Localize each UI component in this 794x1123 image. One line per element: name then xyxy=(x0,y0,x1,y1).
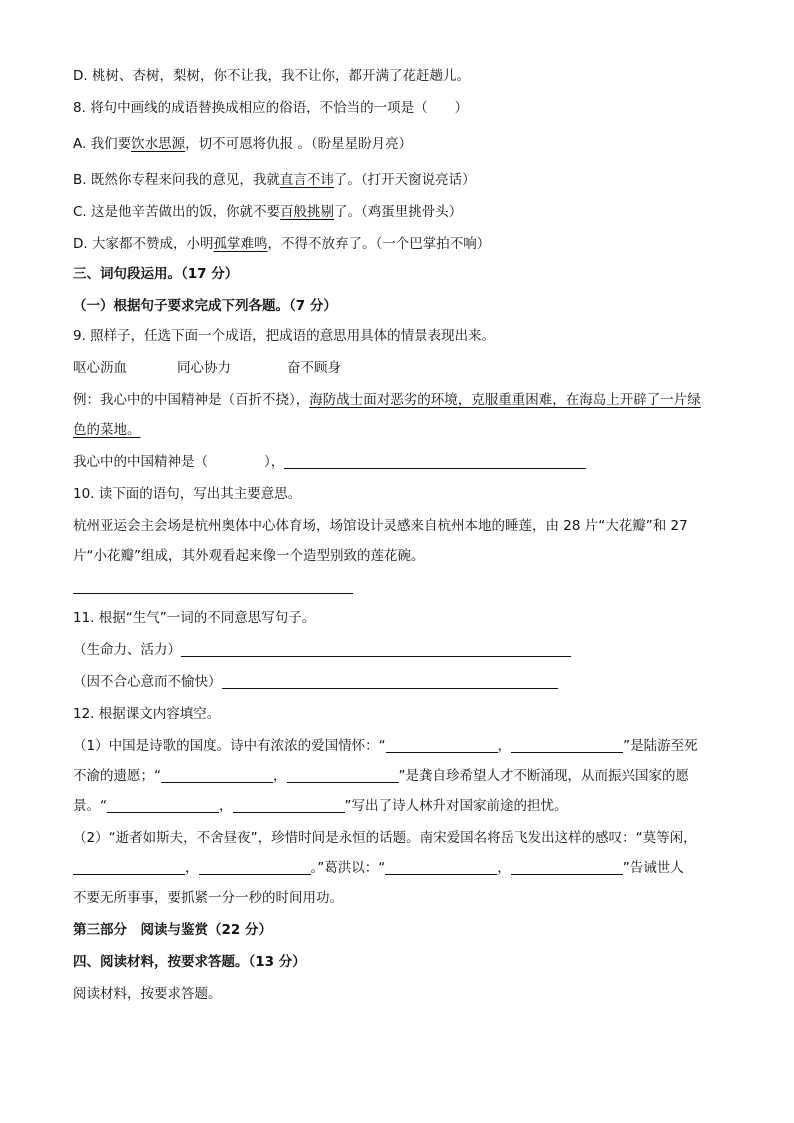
answer-blank[interactable] xyxy=(73,860,185,875)
answer-blank[interactable] xyxy=(199,860,311,875)
subsection-1-heading: （一）根据句子要求完成下列各题。（7 分） xyxy=(73,298,337,314)
question-10-stem: 10. 读下面的语句，写出其主要意思。 xyxy=(73,486,302,502)
text: 例：我心中的中国精神是（百折不挠）， xyxy=(73,392,310,408)
answer-line-11-2 xyxy=(73,672,558,692)
reading-instruction: 阅读材料，按要求答题。 xyxy=(73,986,222,1002)
text: ， xyxy=(219,798,233,814)
text: ）， xyxy=(264,454,285,470)
q12-2-line-1: （2）“逝者如斯夫，不舍昼夜”，珍惜时间是永恒的话题。南宋爱国名将岳飞发出这样的感叹：“莫等闲， xyxy=(73,830,697,846)
idiom-3: 奋不顾身 xyxy=(287,360,341,376)
text: 不渝的遗愿；“ xyxy=(73,768,161,784)
text: （1）中国是诗歌的国度。诗中有浓浓的爱国情怀：“ xyxy=(73,738,386,754)
text: ， xyxy=(497,738,512,754)
underlined-idiom: 饮水思源 xyxy=(131,136,186,152)
answer-blank[interactable] xyxy=(287,768,399,783)
idiom-list xyxy=(73,358,341,378)
text: （因不合心意而不愉快） xyxy=(73,674,222,690)
text: ”写出了诗人林升对国家前途的担忧。 xyxy=(344,798,568,814)
answer-blank[interactable] xyxy=(107,798,219,813)
idiom-2: 同心协力 xyxy=(177,360,231,376)
answer-line-9 xyxy=(73,452,586,472)
answer-blank[interactable] xyxy=(222,674,558,689)
answer-blank[interactable] xyxy=(181,642,571,657)
example-line-2 xyxy=(73,420,141,440)
text: ”是陆游至死 xyxy=(623,738,698,754)
idiom-1: 呕心沥血 xyxy=(73,360,127,376)
answer-blank[interactable] xyxy=(284,454,586,469)
option-8d xyxy=(73,234,490,254)
text: ， xyxy=(185,860,199,876)
question-12-stem: 12. 根据课文内容填空。 xyxy=(73,706,221,722)
answer-blank-10[interactable] xyxy=(73,593,353,594)
option-7d: D. 桃树、杏树，梨树，你不让我，我不让你，都开满了花赶趟儿。 xyxy=(73,68,470,84)
answer-blank[interactable] xyxy=(161,768,273,783)
q12-1-line-2 xyxy=(73,766,689,786)
underlined-example: 色的菜地。 xyxy=(73,422,141,438)
underlined-example: 海防战士面对恶劣的环境，克服重重困难，在海岛上开辟了一片绿 xyxy=(309,392,701,408)
answer-blank[interactable] xyxy=(233,798,345,813)
text: ， xyxy=(273,768,287,784)
text: ，切不可恩将仇报 。（盼星星盼月亮） xyxy=(185,136,413,152)
text: 。”葛洪以：“ xyxy=(310,860,386,876)
text: A. 我们要 xyxy=(73,136,132,152)
answer-blank[interactable] xyxy=(386,738,498,753)
q12-2-line-2 xyxy=(73,858,684,878)
text: 了。（鸡蛋里挑骨头） xyxy=(334,204,463,220)
underlined-idiom: 孤掌难鸣 xyxy=(213,236,268,252)
option-8c xyxy=(73,202,462,222)
q12-1-line-3 xyxy=(73,796,568,816)
passage-10-line-2: 片“小花瓣”组成，其外观看起来像一个造型别致的莲花碗。 xyxy=(73,548,425,564)
text: ”是龚自珍希望人才不断涌现，从而振兴国家的愿 xyxy=(398,768,689,784)
text: 景。“ xyxy=(73,798,107,814)
section-4-heading: 四、阅读材料，按要求答题。（13 分） xyxy=(73,954,306,970)
option-8b xyxy=(73,170,476,190)
text: 了。（打开天窗说亮话） xyxy=(333,172,476,188)
text: ， xyxy=(497,860,511,876)
text: ，不得不放弃了。（一个巴掌拍不响） xyxy=(267,236,491,252)
answer-blank[interactable] xyxy=(511,860,623,875)
q12-2-line-3: 不要无所事事，要抓紧一分一秒的时间用功。 xyxy=(73,890,343,906)
text: B. 既然你专程来问我的意见，我就 xyxy=(73,172,280,188)
underlined-idiom: 百般挑剔 xyxy=(280,204,335,220)
text: 我心中的中国精神是（ xyxy=(73,454,208,470)
question-9-stem: 9. 照样子，任选下面一个成语，把成语的意思用具体的情景表现出来。 xyxy=(73,328,496,344)
text: （生命力、活力） xyxy=(73,642,181,658)
example-line-1 xyxy=(73,390,701,410)
q12-1-line-1 xyxy=(73,736,698,756)
option-8a xyxy=(73,134,412,154)
answer-blank[interactable] xyxy=(511,738,623,753)
question-8-stem: 8. 将句中画线的成语替换成相应的俗语，不恰当的一项是（ ） xyxy=(73,100,469,116)
underlined-idiom: 直言不讳 xyxy=(279,172,334,188)
answer-line-11-1 xyxy=(73,640,571,660)
passage-10-line-1: 杭州亚运会主会场是杭州奥体中心体育场，场馆设计灵感来自杭州本地的睡莲，由 28 片“大花瓣”和 27 xyxy=(73,518,688,534)
answer-blank[interactable] xyxy=(385,860,497,875)
question-11-stem: 11. 根据“生气”一词的不同意思写句子。 xyxy=(73,610,316,626)
text: D. 大家都不赞成，小明 xyxy=(73,236,214,252)
section-3-heading: 三、词句段运用。（17 分） xyxy=(73,266,239,282)
text: ”告诫世人 xyxy=(622,860,684,876)
part-3-heading: 第三部分 阅读与鉴赏（22 分） xyxy=(73,922,272,938)
text: C. 这是他辛苦做出的饭，你就不要 xyxy=(73,204,281,220)
